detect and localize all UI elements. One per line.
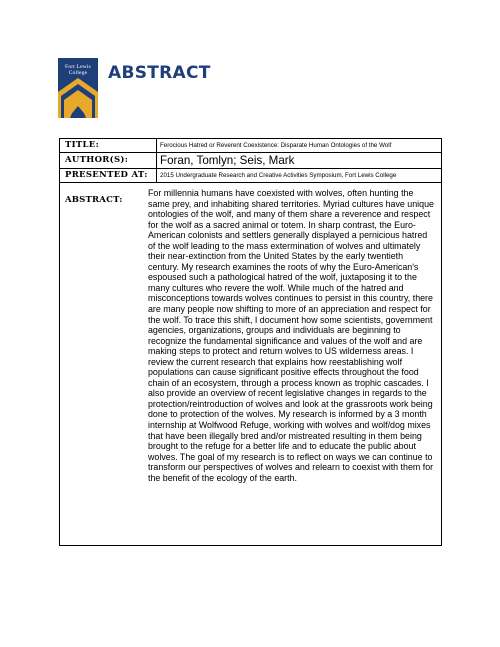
title-label: TITLE: <box>65 140 100 150</box>
college-logo <box>58 58 98 118</box>
abstract-label: ABSTRACT: <box>65 195 123 205</box>
presented-row <box>60 169 441 183</box>
authors-label: AUTHOR(S): <box>65 155 129 165</box>
row-divider <box>156 169 157 182</box>
row-divider <box>156 139 157 152</box>
title-value: Ferocious Hatred or Reverent Coexistence: Disparate Human Ontologies of the Wolf <box>160 142 392 149</box>
authors-value: Foran, Tomlyn; Seis, Mark <box>160 154 295 167</box>
title-row <box>60 139 441 153</box>
abstract-form <box>59 138 442 546</box>
authors-row <box>60 153 441 169</box>
presented-label: PRESENTED AT: <box>65 170 148 180</box>
abstract-text: For millennia humans have coexisted with wolves, often hunting the same prey, and inhabiting shared territories. Myriad cultures have unique ontologies of the wolf, and many of them share a reverence and respect for the wolf as a sacred animal or totem. In sharp contrast, the Euro-American colonists and settlers generally displayed a pernicious hatred of the wolf leading to the mass extermination of wolves and ultimately their near-extinction from the United States by the early twentieth century. My research examines the roots of why the Euro-American's espoused such a pathological hatred of the wolf, juxtaposing it to the many cultures who revere the wolf. While much of the hatred and misconceptions towards wolves continues to persist in this country, there are many people now shifting to more of an appreciation and respect for the wolf. To trace this shift, I document how some scientists, government agencies, organizations, groups and individuals are beginning to recognize the fundamental significance and values of the wolf and are making steps to protect and return wolves to US wilderness areas. I review the current research that explains how reestablishing wolf populations can cause significant positive effects throughout the food chain of an ecosystem, through a process known as trophic cascades. I also provide an overview of recent legislative changes in regards to the protection/reintroduction of wolves and look at the grassroots work being done to protection of the wolves. My research is informed by a 3 month internship at Wolfwood Refuge, working with wolves and wolf/dog mixes that have been illegally bred and/or mistreated resulting in them being brought to the refuge for a better life and to educate the public about wolves. The goal of my research is to reflect on ways we can continue to transform our perspectives of wolves and relearn to coexist with them for the benefit of the ecology of the earth. <box>148 188 434 483</box>
college-logo-text: Fort Lewis College <box>65 64 91 76</box>
row-divider <box>156 153 157 168</box>
presented-value: 2015 Undergraduate Research and Creative Activities Symposium, Fort Lewis College <box>160 172 397 179</box>
page-title: ABSTRACT <box>108 63 211 83</box>
